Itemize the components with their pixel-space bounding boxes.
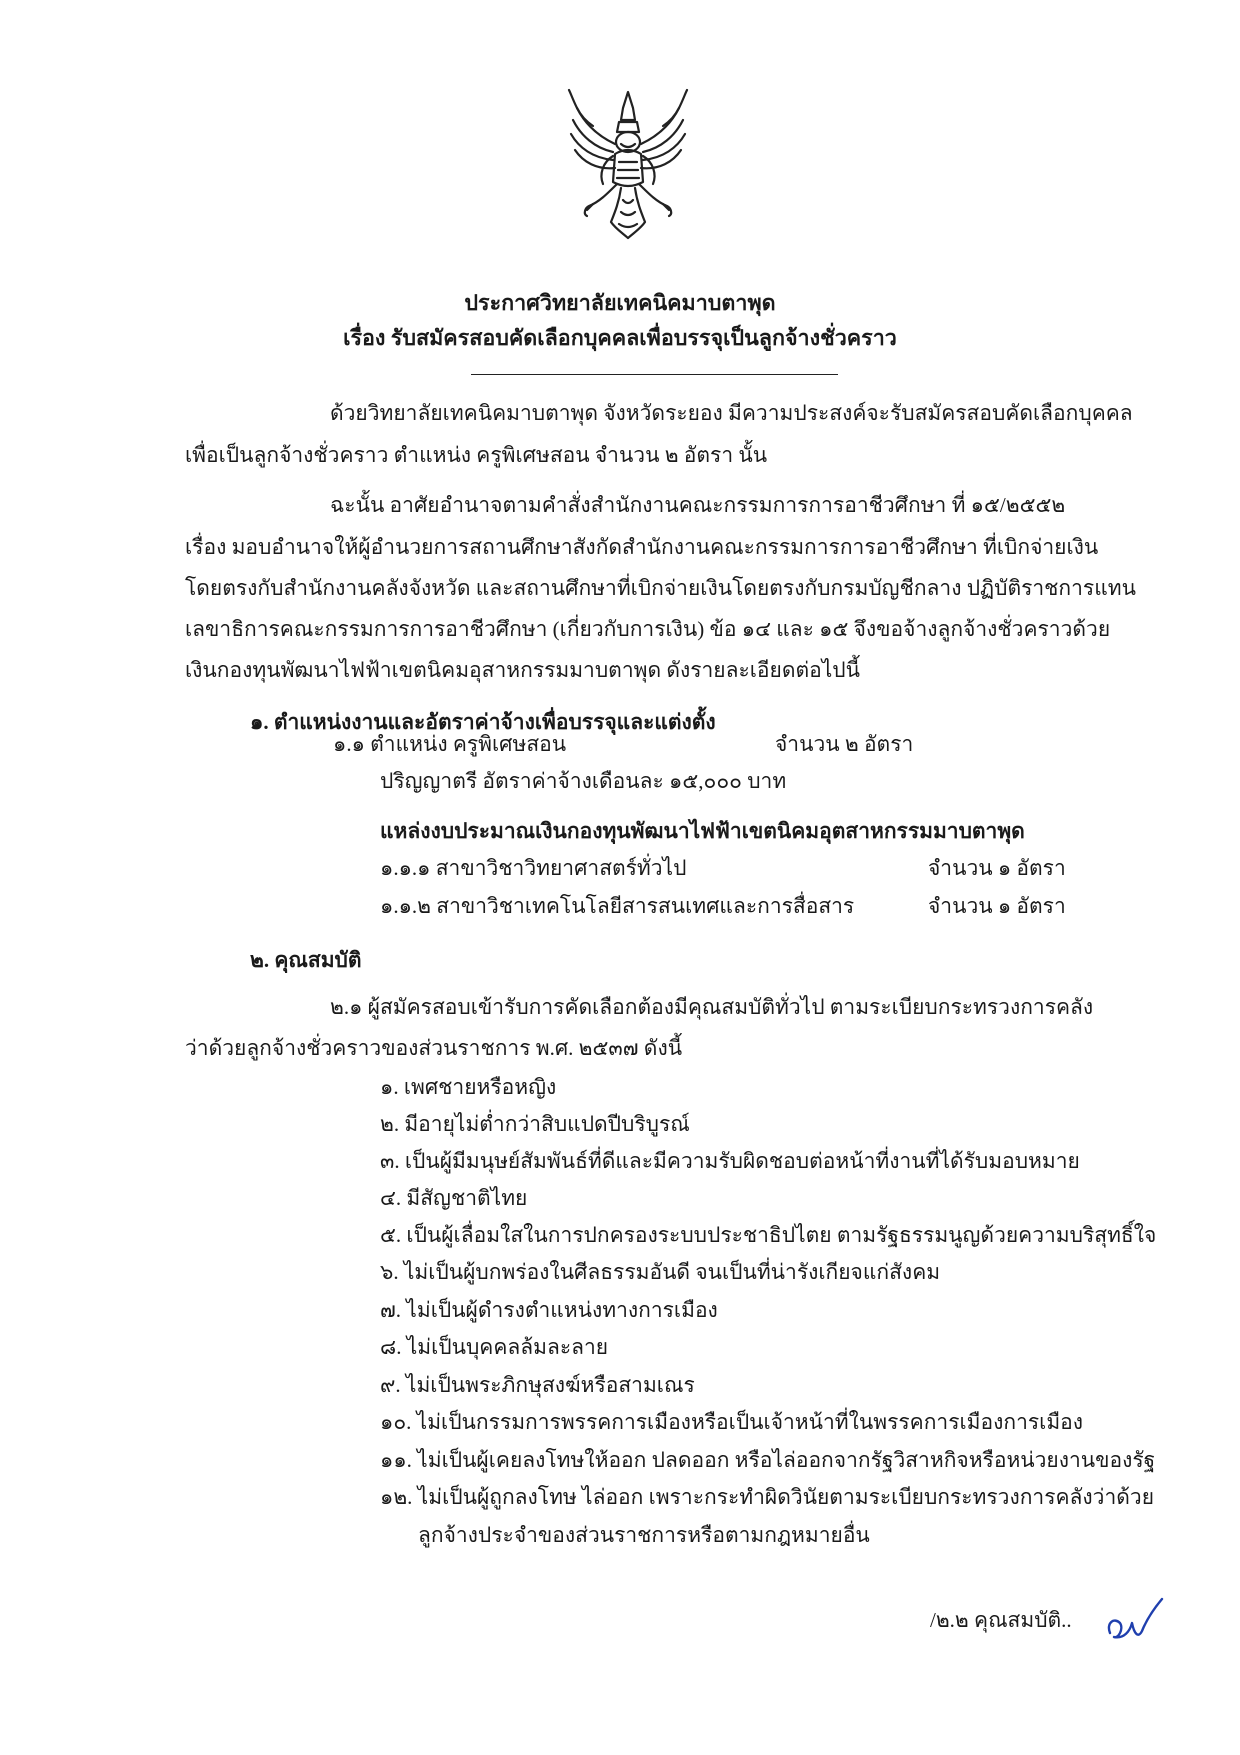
- position-detail: ปริญญาตรี อัตราค่าจ้างเดือนละ ๑๕,๐๐๐ บาท: [380, 769, 787, 793]
- section-1-heading: ๑. ตำแหน่งงานและอัตราค่าจ้างเพื่อบรรจุและแต่งตั้ง: [250, 710, 716, 734]
- intro-paragraph-2-line-1: ฉะนั้น อาศัยอำนาจตามคำสั่งสำนักงานคณะกรรมการการอาชีวศึกษา ที่ ๑๕/๒๕๕๒: [330, 493, 1066, 517]
- qualification-item-5: ๕. เป็นผู้เลื่อมใสในการปกครองระบบประชาธิปไตย ตามรัฐธรรมนูญด้วยความบริสุทธิ์ใจ: [380, 1223, 1157, 1247]
- intro-paragraph-1-line-2: เพื่อเป็นลูกจ้างชั่วคราว ตำแหน่ง ครูพิเศษสอน จำนวน ๒ อัตรา นั้น: [185, 443, 768, 467]
- document-title: ประกาศวิทยาลัยเทคนิคมาบตาพุด: [464, 291, 776, 315]
- intro-paragraph-2-line-3: โดยตรงกับสำนักงานคลังจังหวัด และสถานศึกษาที่เบิกจ่ายเงินโดยตรงกับกรมบัญชีกลาง ปฏิบัติราชการแทน: [185, 576, 1136, 600]
- intro-paragraph-2-line-5: เงินกองทุนพัฒนาไฟฟ้าเขตนิคมอุสาหกรรมมาบตาพุด ดังรายละเอียดต่อไปนี้: [185, 658, 860, 682]
- qualification-item-7: ๗. ไม่เป็นผู้ดำรงตำแหน่งทางการเมือง: [380, 1298, 718, 1322]
- document-subject: เรื่อง รับสมัครสอบคัดเลือกบุคคลเพื่อบรรจุเป็นลูกจ้างชั่วคราว: [343, 326, 897, 350]
- qualification-item-6: ๖. ไม่เป็นผู้บกพร่องในศีลธรรมอันดี จนเป็นที่น่ารังเกียจแก่สังคม: [380, 1260, 941, 1284]
- intro-paragraph-1-line-1: ด้วยวิทยาลัยเทคนิคมาบตาพุด จังหวัดระยอง มีความประสงค์จะรับสมัครสอบคัดเลือกบุคคล: [330, 401, 1133, 425]
- qualification-item-11: ๑๑. ไม่เป็นผู้เคยลงโทษให้ออก ปลดออก หรือไล่ออกจากรัฐวิสาหกิจหรือหน่วยงานของรัฐ: [380, 1448, 1156, 1472]
- qualification-item-10: ๑๐. ไม่เป็นกรรมการพรรคการเมืองหรือเป็นเจ้าหน้าที่ในพรรคการเมืองการเมือง: [380, 1410, 1084, 1434]
- qualification-item-2: ๒. มีอายุไม่ต่ำกว่าสิบแปดปีบริบูรณ์: [380, 1112, 690, 1136]
- sub-position-2-label: ๑.๑.๒ สาขาวิชาเทคโนโลยีสารสนเทศและการสื่อสาร: [380, 894, 855, 918]
- qualification-item-1: ๑. เพศชายหรือหญิง: [380, 1075, 557, 1099]
- qualification-item-8: ๘. ไม่เป็นบุคคลล้มละลาย: [380, 1335, 609, 1359]
- qualification-item-9: ๙. ไม่เป็นพระภิกษุสงฆ์หรือสามเณร: [380, 1373, 695, 1397]
- qualification-paragraph-line-1: ๒.๑ ผู้สมัครสอบเข้ารับการคัดเลือกต้องมีคุณสมบัติทั่วไป ตามระเบียบกระทรวงการคลัง: [330, 995, 1094, 1019]
- sub-position-2-count: จำนวน ๑ อัตรา: [928, 894, 1066, 918]
- intro-paragraph-2-line-2: เรื่อง มอบอำนาจให้ผู้อำนวยการสถานศึกษาสังกัดสำนักงานคณะกรรมการการอาชีวศึกษา ที่เบิกจ่ายเงิน: [185, 535, 1099, 559]
- qualification-paragraph-line-2: ว่าด้วยลูกจ้างชั่วคราวของส่วนราชการ พ.ศ. ๒๕๓๗ ดังนี้: [185, 1036, 683, 1060]
- qualification-item-12-line-2: ลูกจ้างประจำของส่วนราชการหรือตามกฎหมายอื่น: [418, 1523, 870, 1547]
- budget-heading: แหล่งงบประมาณเงินกองทุนพัฒนาไฟฟ้าเขตนิคมอุตสาหกรรมมาบตาพุด: [380, 819, 1025, 843]
- position-label: ๑.๑ ตำแหน่ง ครูพิเศษสอน: [333, 732, 567, 756]
- continuation-note: /๒.๒ คุณสมบัติ..: [930, 1608, 1072, 1632]
- qualification-item-3: ๓. เป็นผู้มีมนุษย์สัมพันธ์ที่ดีและมีความรับผิดชอบต่อหน้าที่งานที่ได้รับมอบหมาย: [380, 1149, 1080, 1173]
- title-divider: [471, 374, 838, 375]
- intro-paragraph-2-line-4: เลขาธิการคณะกรรมการการอาชีวศึกษา (เกี่ยวกับการเงิน) ข้อ ๑๔ และ ๑๕ จึงขอจ้างลูกจ้างชั่วคราวด้วย: [185, 617, 1111, 641]
- qualification-item-4: ๔. มีสัญชาติไทย: [380, 1186, 528, 1210]
- qualification-item-12-line-1: ๑๒. ไม่เป็นผู้ถูกลงโทษ ไล่ออก เพราะกระทำผิดวินัยตามระเบียบกระทรวงการคลังว่าด้วย: [380, 1485, 1154, 1509]
- sub-position-1-label: ๑.๑.๑ สาขาวิชาวิทยาศาสตร์ทั่วไป: [380, 856, 687, 880]
- initials-signature: [1100, 1593, 1170, 1653]
- section-2-heading: ๒. คุณสมบัติ: [250, 948, 362, 972]
- sub-position-1-count: จำนวน ๑ อัตรา: [928, 856, 1066, 880]
- garuda-emblem-icon: [563, 86, 693, 241]
- position-count: จำนวน ๒ อัตรา: [775, 732, 914, 756]
